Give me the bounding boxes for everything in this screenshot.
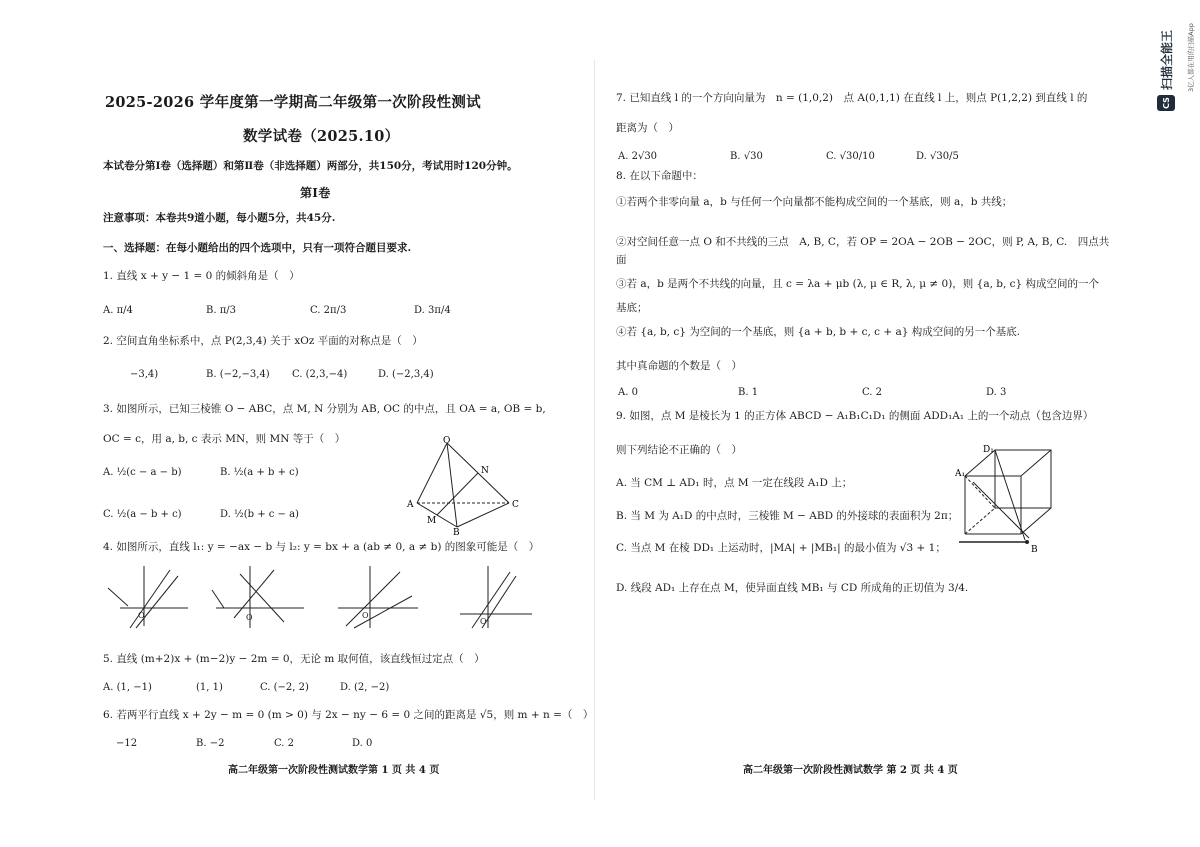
- q9-label-a1: A₁: [955, 469, 966, 479]
- part-heading: 第Ⅰ卷: [300, 186, 331, 200]
- watermark-tagline: 3亿人都在用的扫描App: [1187, 23, 1195, 92]
- q7-line1: 7. 已知直线 l 的一个方向向量为 n = (1,0,2) 点 A(0,1,1) 在直线 l 上，则点 P(1,2,2) 到直线 l 的: [616, 92, 1088, 104]
- q1-option-d: D. 3π/4: [414, 305, 451, 316]
- q7-option-d: D. √30/5: [916, 151, 959, 162]
- q3-line2: OC = c，用 a, b, c 表示 MN，则 MN 等于（ ）: [103, 433, 346, 445]
- q6-option-b: B. −2: [196, 738, 225, 749]
- q8-question: 其中真命题的个数是（ ）: [616, 360, 742, 372]
- q2-option-b: B. (−2,−3,4): [206, 369, 270, 380]
- page1-footer: 高二年级第一次阶段性测试数学第 1 页 共 4 页: [228, 765, 440, 776]
- q8-proposition-1: ①若两个非零向量 a，b 与任何一个向量都不能构成空间的一个基底，则 a，b 共线；: [616, 196, 1013, 208]
- q6-option-a: −12: [116, 738, 138, 749]
- q1-stem: 1. 直线 x + y − 1 = 0 的倾斜角是（ ）: [103, 270, 300, 282]
- q8-option-d: D. 3: [986, 387, 1007, 398]
- q3-tetrahedron-figure: [405, 435, 535, 535]
- q9-option-b: B. 当 M 为 A₁D 的中点时，三棱锥 M − ABD 的外接球的表面积为 2π；: [616, 510, 959, 522]
- exam-subtitle: 数学试卷（2025.10）: [243, 128, 400, 145]
- q9-option-a: A. 当 CM ⊥ AD₁ 时，点 M 一定在线段 A₁D 上；: [616, 477, 853, 489]
- q8-option-a: A. 0: [618, 387, 638, 398]
- q6-option-d: D. 0: [352, 738, 373, 749]
- q7-option-c: C. √30/10: [826, 151, 875, 162]
- section-heading: 一、选择题：在每小题给出的四个选项中，只有一项符合题目要求.: [103, 242, 412, 254]
- q5-option-a: A. (1, −1): [103, 682, 152, 693]
- q2-option-d: D. (−2,3,4): [378, 369, 434, 380]
- svg-text:O: O: [246, 613, 253, 622]
- q9-line2: 则下列结论不正确的（ ）: [616, 444, 742, 456]
- q3-label-c: C: [512, 500, 519, 510]
- q7-line2: 距离为（ ）: [616, 122, 679, 134]
- svg-text:O: O: [138, 611, 145, 620]
- q1-option-c: C. 2π/3: [310, 305, 347, 316]
- q9-cube-figure: [955, 442, 1060, 554]
- page2-footer: 高二年级第一次阶段性测试数学 第 2 页 共 4 页: [743, 765, 958, 776]
- q3-label-o: O: [443, 436, 451, 446]
- q8-proposition-4: ④若 {a, b, c} 为空间的一个基底，则 {a + b, b + c, c + a} 构成空间的另一个基底.: [616, 326, 1021, 338]
- q3-option-a: A. ½(c − a − b): [103, 467, 182, 478]
- q8-proposition-3: ③若 a，b 是两个不共线的向量，且 c = λa + μb (λ, μ ∈ R, λ, μ ≠ 0)，则 {a, b, c} 构成空间的一个: [616, 278, 1100, 290]
- q2-option-c: C. (2,3,−4): [292, 369, 348, 380]
- q6-option-c: C. 2: [274, 738, 295, 749]
- q9-option-c: C. 当点 M 在棱 DD₁ 上运动时，|MA| + |MB₁| 的最小值为 √3 + 1；: [616, 542, 946, 554]
- q7-option-a: A. 2√30: [618, 151, 658, 162]
- watermark-brand: 扫描全能王: [1160, 29, 1174, 90]
- q9-label-d1: D₁: [983, 445, 994, 455]
- q3-line1: 3. 如图所示，已知三棱锥 O − ABC，点 M, N 分别为 AB, OC 的中点，且 OA = a, OB = b,: [103, 403, 546, 415]
- q8-option-b: B. 1: [738, 387, 759, 398]
- q8-proposition-3-cont: 基底；: [616, 302, 648, 314]
- notice: 注意事项：本卷共9道小题，每小题5分，共45分.: [103, 212, 336, 224]
- q3-label-a: A: [407, 500, 414, 510]
- q5-stem: 5. 直线 (m+2)x + (m−2)y − 2m = 0，无论 m 取何值，该直线恒过定点（ ）: [103, 653, 485, 665]
- q1-option-b: B. π/3: [206, 305, 237, 316]
- q4-stem: 4. 如图所示，直线 l₁: y = −ax − b 与 l₂: y = bx + a (ab ≠ 0, a ≠ b) 的图象可能是（ ）: [103, 541, 540, 553]
- exam-intro: 本试卷分第Ⅰ卷（选择题）和第Ⅱ卷（非选择题）两部分，共150分，考试用时120分钟。: [103, 160, 518, 172]
- exam-page-2: [600, 0, 1174, 847]
- q9-line1: 9. 如图，点 M 是棱长为 1 的正方体 ABCD − A₁B₁C₁D₁ 的侧面 ADD₁A₁ 上的一个动点（包含边界）: [616, 410, 1094, 422]
- q8-option-c: C. 2: [862, 387, 883, 398]
- q8-proposition-2-cont: 面: [616, 254, 627, 266]
- q3-option-c: C. ½(a − b + c): [103, 509, 182, 520]
- q8-proposition-2: ②对空间任意一点 O 和不共线的三点 A, B, C，若 OP = 2OA − 2OB − 2OC，则 P, A, B, C. 四点共: [616, 236, 1110, 248]
- q5-option-d: D. (2, −2): [340, 682, 390, 693]
- scanner-watermark: [1150, 0, 1200, 140]
- q3-label-m: M: [427, 516, 437, 526]
- q9-option-d: D. 线段 AD₁ 上存在点 M，使异面直线 MB₁ 与 CD 所成角的正切值为 3/4.: [616, 582, 969, 594]
- q3-label-b: B: [453, 528, 460, 535]
- svg-text:O: O: [480, 617, 487, 626]
- q2-option-a: −3,4): [130, 369, 159, 380]
- q4-graph-options: [100, 562, 540, 632]
- q7-option-b: B. √30: [730, 151, 763, 162]
- q3-option-d: D. ½(b + c − a): [220, 509, 299, 520]
- q2-stem: 2. 空间直角坐标系中，点 P(2,3,4) 关于 xOz 平面的对称点是（ ）: [103, 335, 423, 347]
- svg-text:O: O: [362, 611, 369, 620]
- q1-option-a: A. π/4: [103, 305, 133, 316]
- q5-option-c: C. (−2, 2): [260, 682, 309, 693]
- exam-title: 2025-2026 学年度第一学期高二年级第一次阶段性测试: [105, 94, 481, 111]
- q6-stem: 6. 若两平行直线 x + 2y − m = 0 (m > 0) 与 2x − ny − 6 = 0 之间的距离是 √5，则 m + n =（ ）: [103, 709, 594, 721]
- camscanner-logo-icon: CS: [1157, 95, 1175, 111]
- q8-stem: 8. 在以下命题中：: [616, 170, 703, 182]
- q3-label-n: N: [481, 466, 489, 476]
- q3-option-b: B. ½(a + b + c): [220, 467, 299, 478]
- q9-label-b: B: [1031, 545, 1038, 554]
- q5-option-b: (1, 1): [196, 682, 223, 693]
- q9-point-b: [1025, 540, 1029, 544]
